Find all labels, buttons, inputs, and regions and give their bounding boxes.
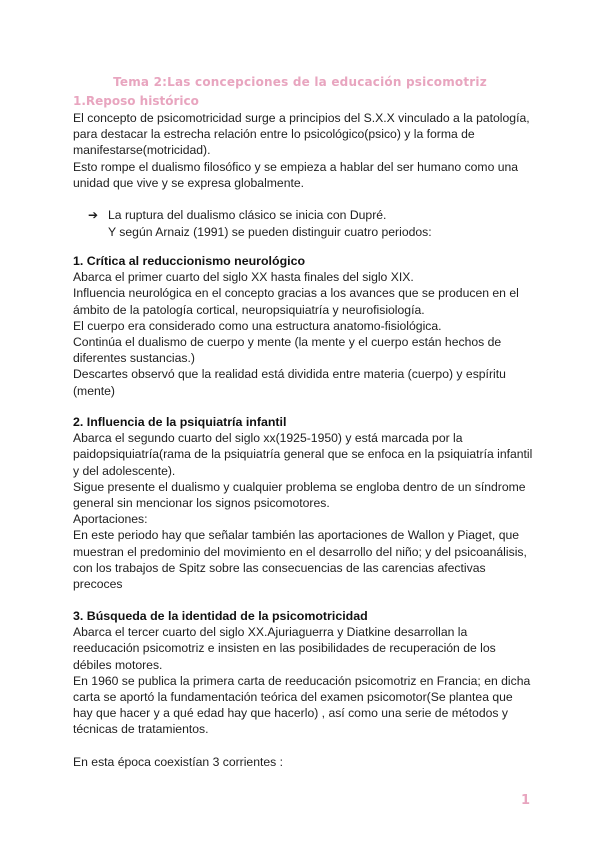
arrow-bullet-icon: ➔ <box>88 208 99 222</box>
bullet-dupre <box>88 207 528 240</box>
period-1-paragraph-5: Descartes observó que la realidad está dividida entre materia (cuerpo) y espíritu (mente) <box>73 367 506 398</box>
period-3-paragraph-1: Abarca el tercer cuarto del siglo XX.Ajuriaguerra y Diatkine desarrollan la reeducación psicomotriz e insisten en las posibilidades de recuperación de los débiles motores. <box>73 625 496 672</box>
history-section <box>73 110 533 191</box>
period-2-section <box>73 414 533 592</box>
page-number: 1 <box>520 793 530 808</box>
period-1-paragraph-4: Continúa el dualismo de cuerpo y mente (la mente y el cuerpo están hechos de diferentes sustancias.) <box>73 335 502 366</box>
period-1-paragraph-3: El cuerpo era considerado como una estructura anatomo-fisiológica. <box>73 318 442 333</box>
period-1-paragraph-2: Influencia neurológica en el concepto gracias a los avances que se producen en el ámbito de la patología cortical, neuropsiquiatría y neurofisiología. <box>73 286 519 317</box>
history-paragraph-1: El concepto de psicomotricidad surge a principios del S.X.X vinculado a la patología, para destacar la estrecha relación entre lo psicológico(psico) y la forma de manifestarse(motricidad). <box>73 111 530 158</box>
period-1-paragraph-1: Abarca el primer cuarto del siglo XX hasta finales del siglo XIX. <box>73 270 414 285</box>
period-2-paragraph-1: Abarca el segundo cuarto del siglo xx(1925-1950) y está marcada por la paidopsiquiatría(rama de la psiquiatría general que se enfoca en la psiquiatría infantil y del adolescente). <box>73 431 533 478</box>
period-1-heading: 1. Crítica al reduccionismo neurológico <box>73 254 306 268</box>
bullet-line-1: La ruptura del dualismo clásico se inicia con Dupré. <box>108 208 387 222</box>
period-3-section <box>73 608 533 770</box>
bullet-line-2: Y según Arnaiz (1991) se pueden distinguir cuatro periodos: <box>108 224 432 239</box>
section-heading-history: 1.Reposo histórico <box>73 94 199 108</box>
period-2-paragraph-3: Aportaciones: <box>73 512 148 527</box>
period-1-section <box>73 253 533 399</box>
period-2-heading: 2. Influencia de la psiquiatría infantil <box>73 415 287 429</box>
period-2-paragraph-4: En este periodo hay que señalar también las aportaciones de Wallon y Piaget, que muestran el predominio del movimiento en el desarrollo del niño; y del psicoanálisis, con los trabajos de Spitz sobre las consecuencias de las carencias afectivas precoces <box>73 528 527 592</box>
period-2-paragraph-2: Sigue presente el dualismo y cualquier problema se engloba dentro de un síndrome general sin mencionar los signos psicomotores. <box>73 479 526 511</box>
period-3-paragraph-3: En esta época coexistían 3 corrientes : <box>73 754 284 769</box>
period-3-heading: 3. Búsqueda de la identidad de la psicomotricidad <box>73 609 368 623</box>
document-title: Tema 2:Las concepciones de la educación psicomotriz <box>113 75 487 89</box>
period-3-paragraph-2: En 1960 se publica la primera carta de reeducación psicomotriz en Francia; en dicha carta se aportó la fundamentación teórica del examen psicomotor(Se plantea que hay que hacer y a qué edad hay que hacerlo) , así como una serie de métodos y técnicas de tratamientos. <box>73 673 531 737</box>
history-paragraph-2: Esto rompe el dualismo filosófico y se empieza a hablar del ser humano como una unidad que vive y se expresa globalmente. <box>73 159 519 190</box>
